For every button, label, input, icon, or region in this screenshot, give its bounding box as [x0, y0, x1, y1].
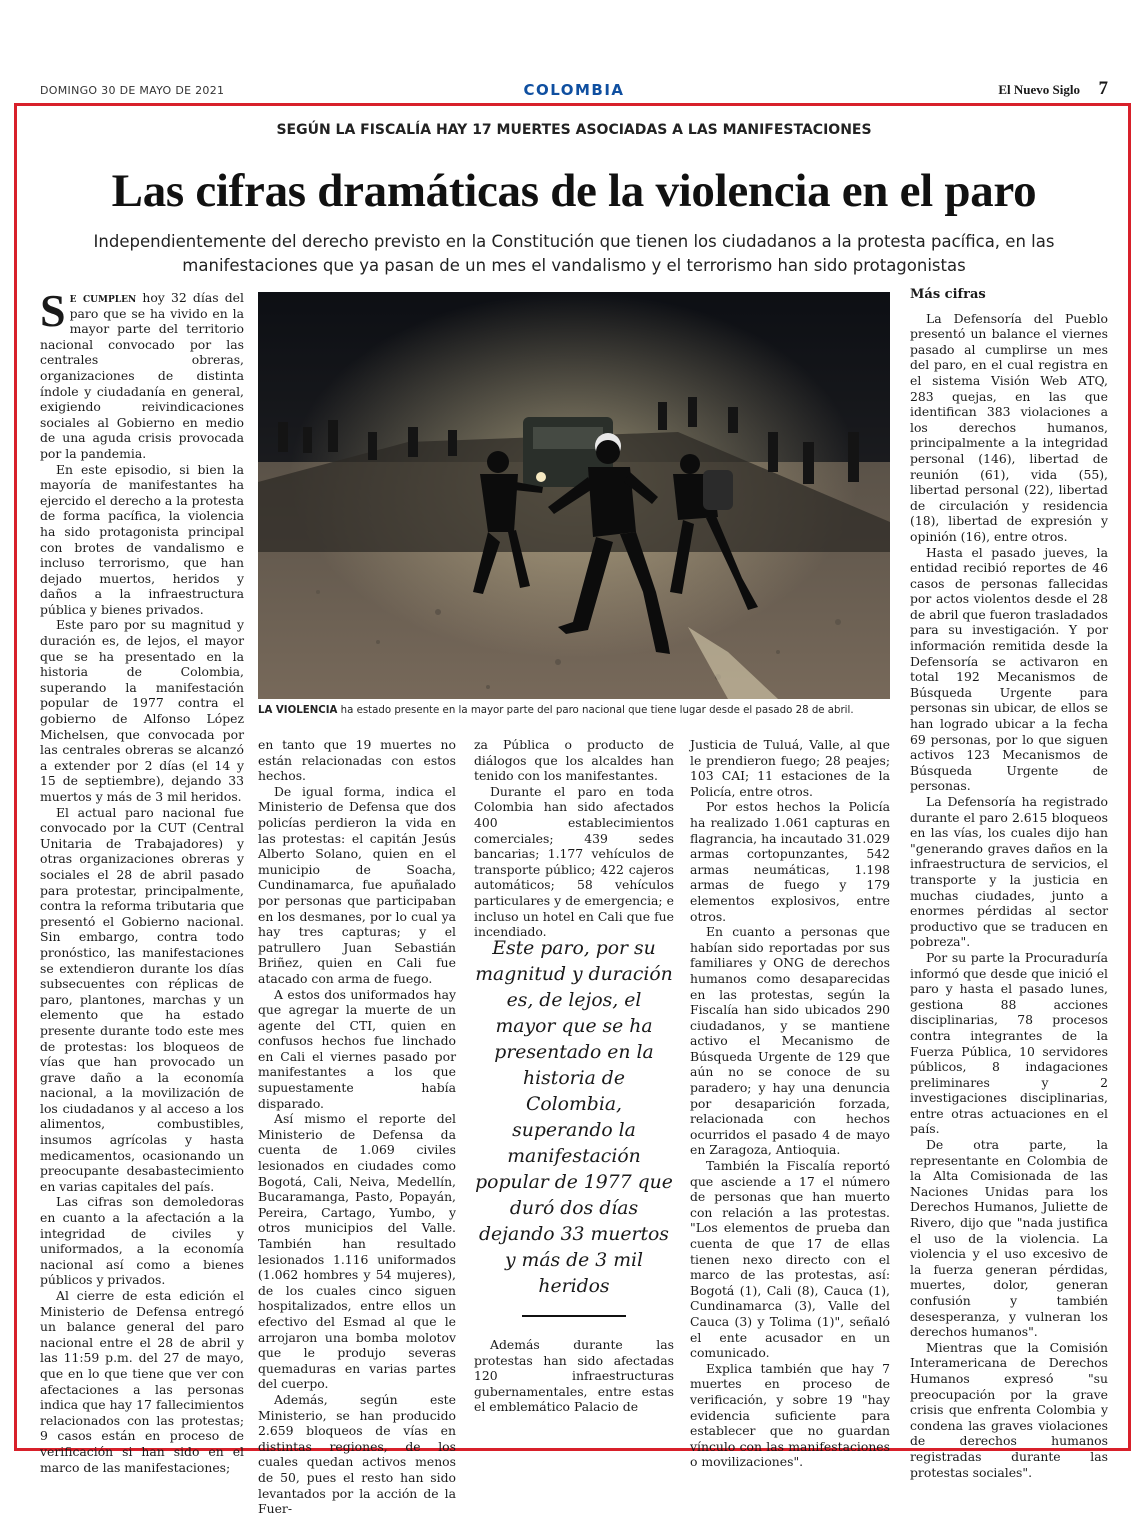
column-4	[690, 737, 890, 1470]
paragraph: En este episodio, si bien la mayoría de manifestantes ha ejercido el derecho a la protesta de forma pacífica, la violencia ha sido protagonista principal con brotes de vandalismo e incluso terrorismo, que han dejado muertos, heridos y daños a la infraestructura pública y bienes privados.	[40, 461, 244, 617]
photo-caption	[258, 705, 898, 716]
paragraph: Hasta el pasado jueves, la entidad recibió reportes de 46 casos de personas fallecidas por actos violentos desde el 28 de abril que fueron trasladados para su investigación. Y por información remitida desde la Defensoría se activaron en total 192 Mecanismos de Búsqueda Urgente para personas sin ubicar, de ellos se han logrado ubicar a la fecha 69 personas, por lo que siguen activos 123 Mecanismos de Búsqueda Urgente de personas.	[910, 544, 1108, 794]
paragraph: Además durante las protestas han sido afectadas 120 infraestructuras gubernamentales, entre estas el emblemático Palacio de	[474, 1337, 674, 1415]
subheading: Más cifras	[910, 287, 986, 302]
pull-quote-rule	[522, 1315, 626, 1317]
paragraph: Además, según este Ministerio, se han producido 2.659 bloqueos de vías en distintas regiones, de los cuales quedan activos menos de 50, pues el resto han sido levantados por la acción de la Fuer-	[258, 1391, 456, 1517]
newspaper-name: El Nuevo Siglo	[998, 82, 1080, 97]
section-label: COLOMBIA	[523, 81, 625, 99]
column-3	[474, 737, 674, 940]
paragraph: Así mismo el reporte del Ministerio de Defensa da cuenta de 1.069 civiles lesionados en ciudades como Bogotá, Cali, Neiva, Medellín, Bucaramanga, Pasto, Popayán, Pereira, Cartago, Yumbo, y otros municipios del Valle. También han resultado lesionados 1.116 uniformados (1.062 hombres y 54 mujeres), de los cuales cinco siguen hospitalizados, entre ellos un efectivo del Esmad al que le arrojaron una bomba molotov que le produjo severas quemaduras en varias partes del cuerpo.	[258, 1111, 456, 1392]
paragraph: La Defensoría del Pueblo presentó un balance el viernes pasado al cumplirse un mes del paro, en el cual registra en el sistema Visión Web ATQ, 283 quejas, en las que identifican 383 violaciones a los derechos humanos, principalmente a la integridad personal (146), libertad de reunión (61), vida (55), libertad personal (22), libertad de circulación y residencia (18), libertad de expresión y opinión (16), entre otros.	[910, 310, 1108, 544]
paragraph: en tanto que 19 muertes no están relacionadas con estos hechos.	[258, 737, 456, 784]
page-number: 7	[1098, 78, 1108, 99]
running-header	[40, 80, 1108, 102]
column-1	[40, 285, 244, 1475]
paragraph: Las cifras son demoledoras en cuanto a la afectación a la integridad de civiles y uniformados, a la economía nacional así como a bienes públicos y privados.	[40, 1194, 244, 1288]
paragraph: za Pública o producto de diálogos que los alcaldes han tenido con los manifestantes.	[474, 737, 674, 784]
pull-quote: Este paro, por su magnitud y duración es, de lejos, el mayor que se ha presentado en la historia de Colombia, superando la manifestación popular de 1977 que duró dos días dejando 33 muertos y más de 3 mil heridos	[475, 938, 673, 1297]
paragraph: Por estos hechos la Policía ha realizado 1.061 capturas en flagrancia, ha incautado 31.029 armas cortopunzantes, 542 armas neumáticas, 1.198 armas de fuego y 179 elementos explosivos, entre otros.	[690, 799, 890, 924]
paragraph: Durante el paro en toda Colombia han sido afectados 400 establecimientos comerciales; 439 sedes bancarias; 1.177 vehículos de transporte público; 422 cajeros automáticos; 58 vehículos particulares y de emergencia; e incluso un hotel en Cali que fue incendiado.	[474, 783, 674, 940]
paragraph: Al cierre de esta edición el Ministerio de Defensa entregó un balance general del paro nacional entre el 28 de abril y las 11:59 p.m. del 27 de mayo, que en lo que tiene que ver con afectaciones a las personas indica que hay 17 fallecimientos relacionados con las protestas; 9 casos están en proceso de verificación si han sido en el marco de las manifestaciones;	[40, 1288, 244, 1475]
paragraph: De igual forma, indica el Ministerio de Defensa que dos policías perdieron la vida en las protestas: el capitán Jesús Alberto Solano, quien en el municipio de Soacha, Cundinamarca, fue apuñalado por personas que participaban en los desmanes, por lo cual ya hay tres capturas; y el patrullero Juan Sebastián Briñez, quien en Cali fue atacado con arma de fuego.	[258, 783, 456, 986]
paragraph: También la Fiscalía reportó que asciende a 17 el número de personas que han muerto con relación a las protestas. "Los elementos de prueba dan cuenta de que 17 de ellas tienen nexo directo con el marco de las protestas, así: Bogotá (1), Cali (8), Cauca (1), Cundinamarca (3), Valle del Cauca (3) y Tolima (1)", señaló el ente acusador en un comunicado.	[690, 1158, 890, 1361]
issue-date: DOMINGO 30 DE MAYO DE 2021	[40, 84, 225, 97]
column-5	[910, 287, 1108, 1480]
dek: Independientemente del derecho previsto en la Constitución que tienen los ciudadanos a la protesta pacífica, en las manifestaciones que ya pasan de un mes el vandalismo y el terrorismo han sido protagonistas	[93, 232, 1055, 275]
column-2	[258, 737, 456, 1517]
lead-in: e cumplen	[69, 290, 137, 305]
caption-label: LA VIOLENCIA	[258, 705, 338, 716]
paragraph: hoy 32 días del paro que se ha vivido en la mayor parte del territorio nacional convocado por las centrales obreras, organizaciones de distinta índole y ciudadanía en general, exigiendo reivindicaciones sociales al Gobierno en medio de una aguda crisis provocada por la pandemia.	[40, 290, 244, 461]
lead-paragraph	[40, 285, 244, 462]
paragraph: El actual paro nacional fue convocado por la CUT (Central Unitaria de Trabajadores) y otras organizaciones obreras y sociales el 28 de abril pasado para protestar, principalmente, contra la reforma tributaria que presentó el Gobierno nacional. Sin embargo, contra todo pronóstico, las manifestaciones se extendieron durante los días subsecuentes con réplicas de paro, plantones, marchas y un elemento que ha estado presente durante todo este mes de protestas: los bloqueos de vías que han provocado un grave daño a la economía nacional, a la movilización de los ciudadanos y al acceso a los alimentos, combustibles, insumos agrícolas y hasta medicamentos, ocasionando un preocupante desabastecimiento en varias capitales del país.	[40, 804, 244, 1194]
column-3-continued	[474, 1337, 674, 1415]
paragraph: Por su parte la Procuraduría informó que desde que inició el paro y hasta el pasado lunes, gestiona 88 acciones disciplinarias, 78 procesos contra integrantes de la Fuerza Pública, 10 servidores públicos, 8 indagaciones preliminares y 2 investigaciones disciplinarias, entre otras actuaciones en el país.	[910, 949, 1108, 1137]
kicker: SEGÚN LA FISCALÍA HAY 17 MUERTES ASOCIADAS A LAS MANIFESTACIONES	[276, 122, 872, 138]
paragraph: Justicia de Tuluá, Valle, al que le prendieron fuego; 28 peajes; 103 CAI; 11 estaciones de la Policía, entre otros.	[690, 737, 890, 799]
paragraph: La Defensoría ha registrado durante el paro 2.615 bloqueos en las vías, los cuales dijo han "generando graves daños en la infraestructura de servicios, el transporte y la justicia en muchas ciudades, junto a enormes pérdidas al sector productivo que se traducen en pobreza".	[910, 794, 1108, 950]
paragraph: A estos dos uniformados hay que agregar la muerte de un agente del CTI, quien en confusos hechos fue linchado en Cali el viernes pasado por manifestantes a los que supuestamente había disparado.	[258, 986, 456, 1111]
paragraph: De otra parte, la representante en Colombia de la Alta Comisionada de las Naciones Unidas para los Derechos Humanos, Juliette de Rivero, dijo que "nada justifica el uso de la violencia. La violencia y el uso excesivo de la fuerza generan pérdidas, muertes, dolor, generan confusión y también desesperanza, y vulneran los derechos humanos".	[910, 1137, 1108, 1340]
news-photo	[258, 292, 890, 699]
caption-text: ha estado presente en la mayor parte del paro nacional que tiene lugar desde el pasado 28 de abril.	[337, 705, 854, 716]
paragraph: Este paro por su magnitud y duración es, de lejos, el mayor que se ha presentado en la historia de Colombia, superando la manifestación popular de 1977 contra el gobierno de Alfonso López Michelsen, que convocada por las centrales obreras se alcanzó a extender por 2 días (el 14 y 15 de septiembre), dejando 33 muertos y más de 3 mil heridos.	[40, 617, 244, 804]
headline: Las cifras dramáticas de la violencia en el paro	[111, 165, 1037, 217]
paragraph: Mientras que la Comisión Interamericana de Derechos Humanos expresó "su preocupación por la grave crisis que enfrenta Colombia y condena las graves violaciones de derechos humanos registradas durante las protestas sociales".	[910, 1339, 1108, 1480]
paragraph: En cuanto a personas que habían sido reportadas por sus familiares y ONG de derechos humanos como desaparecidas en las protestas, según la Fiscalía han sido ubicados 290 ciudadanos, y se mantiene activo el Mecanismo de Búsqueda Urgente de 129 que aún no se conoce de su paradero; y hay una denuncia por desaparición forzada, relacionada con hechos ocurridos el pasado 4 de mayo en Zaragoza, Antioquia.	[690, 924, 890, 1158]
paragraph: Explica también que hay 7 muertes en proceso de verificación, y sobre 19 "hay evidencia suficiente para establecer que no guardan vínculo con las manifestaciones o movilizaciones".	[690, 1360, 890, 1470]
protest-scene-illustration	[258, 292, 890, 699]
drop-cap: S	[40, 285, 66, 336]
